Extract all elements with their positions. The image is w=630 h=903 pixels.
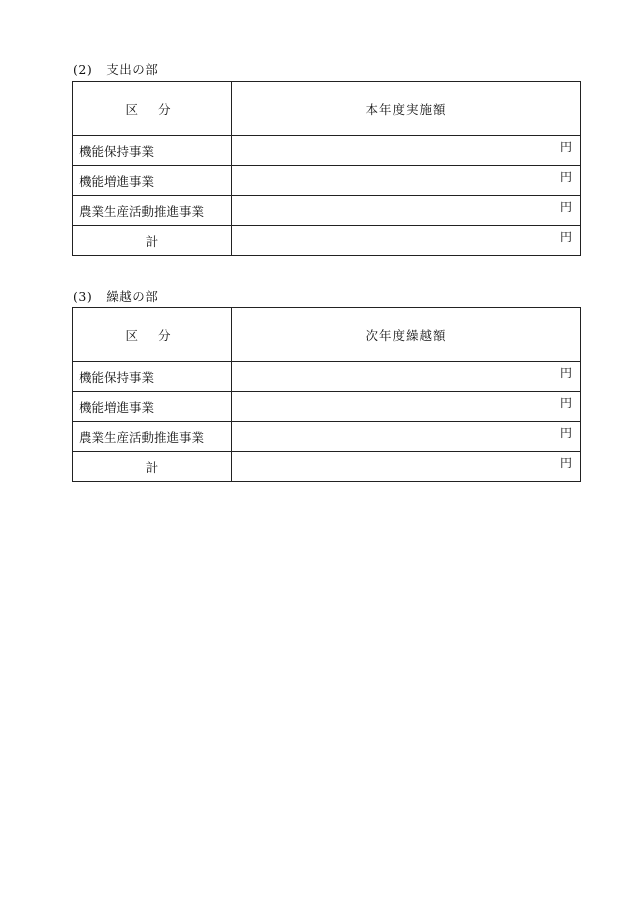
section-heading: 繰越の部 <box>106 289 159 304</box>
row-label: 機能保持事業 <box>73 362 232 392</box>
table-row <box>73 166 581 196</box>
table-header-row <box>73 308 581 362</box>
amount-cell-total[interactable] <box>232 226 581 256</box>
table-row <box>73 392 581 422</box>
header-amount: 次年度繰越額 <box>232 308 581 362</box>
table-row <box>73 196 581 226</box>
expenditure-table <box>72 81 581 256</box>
row-label-total: 計 <box>73 452 232 482</box>
unit-label: 円 <box>559 230 572 244</box>
table-row-total <box>73 452 581 482</box>
row-label: 機能保持事業 <box>73 136 232 166</box>
amount-cell[interactable] <box>232 392 581 422</box>
row-label-total: 計 <box>73 226 232 256</box>
row-label: 機能増進事業 <box>73 392 232 422</box>
table-header-row <box>73 82 581 136</box>
section-number: (2) <box>73 62 93 77</box>
row-label: 農業生産活動推進事業 <box>73 422 232 452</box>
header-category: 区 分 <box>73 308 232 362</box>
amount-cell-total[interactable] <box>232 452 581 482</box>
table-row-total <box>73 226 581 256</box>
unit-label: 円 <box>559 396 572 410</box>
header-amount: 本年度実施額 <box>232 82 581 136</box>
section-title-carryover <box>73 289 158 305</box>
header-category: 区 分 <box>73 82 232 136</box>
unit-label: 円 <box>559 200 572 214</box>
table-row <box>73 422 581 452</box>
table-row <box>73 136 581 166</box>
amount-cell[interactable] <box>232 362 581 392</box>
amount-cell[interactable] <box>232 136 581 166</box>
row-label: 機能増進事業 <box>73 166 232 196</box>
section-heading: 支出の部 <box>106 62 159 77</box>
amount-cell[interactable] <box>232 422 581 452</box>
table-row <box>73 362 581 392</box>
amount-cell[interactable] <box>232 166 581 196</box>
unit-label: 円 <box>559 170 572 184</box>
row-label: 農業生産活動推進事業 <box>73 196 232 226</box>
section-title-expenditure <box>73 62 158 78</box>
section-number: (3) <box>73 289 93 304</box>
amount-cell[interactable] <box>232 196 581 226</box>
unit-label: 円 <box>559 426 572 440</box>
unit-label: 円 <box>559 140 572 154</box>
unit-label: 円 <box>559 366 572 380</box>
unit-label: 円 <box>559 456 572 470</box>
carryover-table <box>72 307 581 482</box>
